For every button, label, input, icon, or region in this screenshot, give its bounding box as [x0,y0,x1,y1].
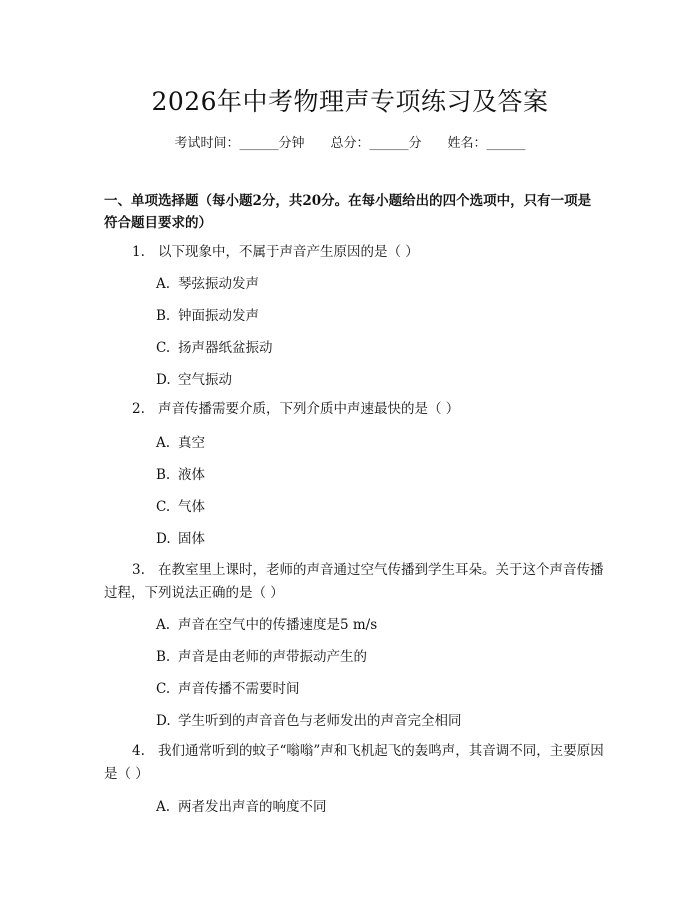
option-letter: A. [156,799,171,815]
option-text: 液体 [178,467,205,483]
question-number: 2. [132,401,145,417]
question-text: 在教室里上课时，老师的声音通过空气传播到学生耳朵。关于这个声音传播过程，下列说法正确的是（ ） [104,562,604,601]
option-text: 空气振动 [178,372,232,388]
option-1c [156,338,273,358]
option-text: 钟面振动发声 [178,308,259,324]
question-number: 4. [132,743,145,759]
option-letter: A. [156,435,171,451]
option-letter: C. [156,681,171,697]
name-blank: ______ [486,136,526,151]
option-letter: A. [156,276,171,292]
option-4a [156,797,327,817]
option-3c [156,679,300,699]
option-1a [156,274,259,294]
time-blank: ______ [239,136,279,151]
option-text: 固体 [178,531,205,547]
page-title: 2026年中考物理声专项练习及答案 [151,87,549,116]
option-2c [156,497,205,517]
section-heading: 一、单项选择题（每小题2分，共20分。在每小题给出的四个选项中，只有一项是符合题目要求的） [104,193,592,231]
question-number: 3. [132,562,145,578]
option-text: 气体 [178,499,205,515]
question-text: 声音传播需要介质，下列介质中声速最快的是（ ） [158,401,460,417]
option-letter: B. [156,649,171,665]
option-letter: A. [156,617,171,633]
option-3b [156,647,367,667]
option-letter: B. [156,308,171,324]
option-text: 声音是由老师的声带振动产生的 [178,649,367,665]
option-text: 两者发出声音的响度不同 [178,799,327,815]
option-letter: C. [156,340,171,356]
option-letter: B. [156,467,171,483]
option-letter: D. [156,372,171,388]
option-letter: D. [156,713,171,729]
option-2b [156,465,205,485]
question-2 [104,398,604,421]
option-3d [156,711,462,731]
score-unit: 分 [408,136,422,151]
question-1 [104,241,604,264]
question-3 [104,559,604,605]
name-label: 姓名： [447,136,487,151]
question-4 [104,740,604,786]
time-unit: 分钟 [278,136,305,151]
score-label: 总分： [330,136,370,151]
option-1d [156,370,232,390]
question-text: 以下现象中，不属于声音产生原因的是（ ） [158,244,419,260]
option-letter: D. [156,531,171,547]
option-text: 真空 [178,435,205,451]
option-text: 声音传播不需要时间 [178,681,300,697]
score-blank: ______ [369,136,409,151]
option-3a [156,615,377,635]
question-text: 我们通常听到的蚊子“嗡嗡”声和飞机起飞的轰鸣声，其音调不同，主要原因是（ ） [104,743,604,782]
option-2d [156,529,205,549]
question-number: 1. [132,244,145,260]
option-letter: C. [156,499,171,515]
option-2a [156,433,205,453]
time-label: 考试时间： [174,136,240,151]
option-text: 声音在空气中的传播速度是5 m/s [178,617,378,633]
option-text: 学生听到的声音音色与老师发出的声音完全相同 [178,713,462,729]
option-1b [156,306,259,326]
exam-meta [0,132,700,151]
option-text: 琴弦振动发声 [178,276,259,292]
option-text: 扬声器纸盆振动 [178,340,273,356]
